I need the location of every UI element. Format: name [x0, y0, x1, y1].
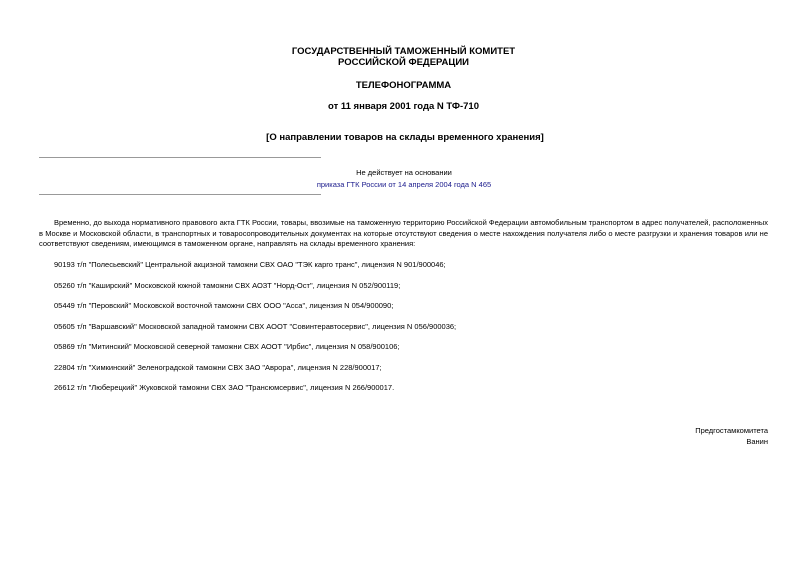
document-subject: [О направлении товаров на склады временного хранения] [266, 132, 544, 143]
status-notice: Не действует на основании [356, 168, 452, 177]
document-date: от 11 января 2001 года N ТФ-710 [328, 101, 479, 112]
warehouse-list [54, 260, 456, 404]
body-paragraph: Временно, до выхода нормативного правового акта ГТК России, товары, ввозимые на таможенную территорию Российской Федерации автомобильным транспортом в адрес получателей, расположенных в Москве и Московской области, в транспортных и товаросопроводительных документах на которые отсутствуют сведения о месте нахождения получателя либо о месте разгрузки и хранения товаров или не соответствуют сведениям, имеющимся в таможенном органе, направлять на склады временного хранения: [39, 218, 768, 248]
signature-name: Ванин [746, 436, 768, 446]
signature-title: Предгостамкомитета [695, 426, 768, 435]
list-item: 05605 т/п "Варшавский" Московской западной таможни СВХ АООТ "Совинтеравтосервис", лицензия N 056/900036; [54, 321, 457, 331]
divider-top [39, 157, 321, 158]
list-item: 26612 т/п "Люберецкий" Жуковской таможни СВХ ЗАО "Трансюмсервис", лицензия N 266/900017. [54, 383, 395, 392]
list-item: 05449 т/п "Перовский" Московской восточной таможни СВХ ООО "Асса", лицензия N 054/900090; [54, 301, 394, 310]
status-link[interactable]: приказа ГТК России от 14 апреля 2004 года N 465 [316, 180, 492, 189]
organization-line-2: РОССИЙСКОЙ ФЕДЕРАЦИИ [337, 57, 469, 68]
signature-block [695, 426, 768, 447]
document-type: ТЕЛЕФОНОГРАММА [355, 80, 452, 91]
organization-line-1: ГОСУДАРСТВЕННЫЙ ТАМОЖЕННЫЙ КОМИТЕТ [291, 46, 516, 57]
divider-bottom [39, 194, 321, 195]
list-item: 05260 т/п "Каширский" Московской южной таможни СВХ АОЗТ "Норд-Ост", лицензия N 052/900119; [54, 280, 401, 290]
list-item: 22804 т/п "Химкинский" Зеленоградской таможни СВХ ЗАО "Аврора", лицензия N 228/900017; [54, 362, 382, 372]
list-item: 05869 т/п "Митинский" Московской северной таможни СВХ АООТ "Ирбис", лицензия N 058/900106; [54, 342, 400, 351]
list-item: 90193 т/п "Полесьевский" Центральной акцизной таможни СВХ ОАО "ТЭК карго транс", лицензия N 901/900046; [54, 260, 446, 269]
